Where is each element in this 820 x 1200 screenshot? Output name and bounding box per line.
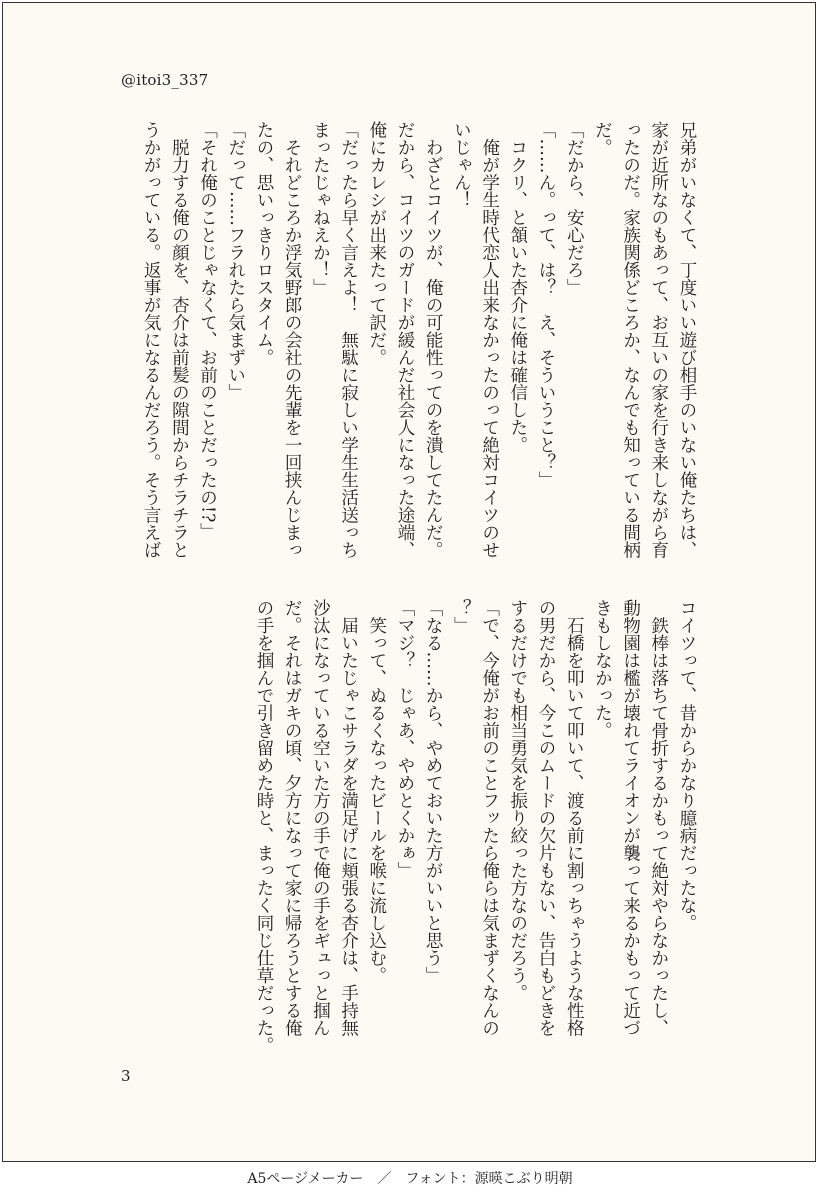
text-line: 「……ん。って、は？ え、そういうこと？」 xyxy=(535,121,556,489)
text-line: コイツって、昔からかなり臆病だったな。 xyxy=(677,599,697,932)
text-line: の手を掴んで引き留めた時と、まったく同じ仕草だった。 xyxy=(253,599,274,1054)
text-line: 兄弟がいなくて、丁度いい遊び相手のいない俺たちは、 xyxy=(677,121,697,559)
text-line: 動物園は檻が壊れてライオンが襲って来るかもって近づ xyxy=(620,599,641,1037)
text-line: たの、思いっきりロスタイム。 xyxy=(253,121,274,366)
text-line: 「だから、安心だろ」 xyxy=(564,121,585,296)
text-block-bottom xyxy=(250,599,701,1059)
text-line: 鉄棒は落ちて骨折するかもって絶対やらなかったし、 xyxy=(648,599,669,1037)
text-line: 俺が学生時代恋人出来なかったのって絶対コイツのせ xyxy=(479,121,500,559)
text-line: 「それ俺のことじゃなくて、お前のことだったの!?」 xyxy=(197,121,218,540)
footer-credit: A5ページメーカー ／ フォント：源暎こぶり明朝 xyxy=(0,1166,820,1200)
text-line: 「マジ？ じゃあ、やめとくかぁ」 xyxy=(394,599,415,879)
text-line: うかがっている。返事が気になるんだろう。そう言えば xyxy=(141,121,162,559)
text-line: 「で、今俺がお前のことフッたら俺らは気まずくなんの xyxy=(479,599,500,1037)
text-block-top xyxy=(137,121,701,591)
book-page xyxy=(2,2,816,1162)
text-line: ？」 xyxy=(451,599,472,634)
author-handle: @itoi3_337 xyxy=(121,71,209,89)
text-line: 届いたじゃこサラダを満足げに頬張る杏介は、手持無 xyxy=(338,599,359,1037)
text-line: の男だから、今このムードの欠片もない、告白もどきを xyxy=(535,599,556,1037)
text-line: きもしなかった。 xyxy=(592,599,613,739)
text-line: するだけでも相当勇気を振り絞った方なのだろう。 xyxy=(507,599,528,1002)
text-line: コクリ、と頷いた杏介に俺は確信した。 xyxy=(507,121,528,454)
text-line: 脱力する俺の顔を、杏介は前髪の隙間からチラチラと xyxy=(169,121,190,559)
text-line: まったじゃねえか！」 xyxy=(310,121,331,296)
text-line: だ。 xyxy=(592,121,613,156)
text-line: 沙汰になっている空いた方の手で俺の手をギュっと掴ん xyxy=(310,599,331,1037)
text-line: だ。それはガキの頃、夕方になって家に帰ろうとする俺 xyxy=(282,599,303,1037)
text-line: 「なる……から、やめておいた方がいいと思う」 xyxy=(423,599,444,984)
text-line: 「だったら早く言えよ！ 無駄に寂しい学生生活送っち xyxy=(338,121,359,559)
text-line: 俺にカレシが出来たって訳だ。 xyxy=(366,121,387,366)
text-line: いじゃん！ xyxy=(451,121,472,209)
text-line: 石橋を叩いて叩いて、渡る前に割っちゃうような性格 xyxy=(564,599,585,1037)
text-line: わざとコイツが、俺の可能性ってのを潰してたんだ。 xyxy=(423,121,444,559)
text-line: だから、コイツのガードが緩んだ社会人になった途端、 xyxy=(394,121,415,559)
page-number: 3 xyxy=(121,1067,131,1085)
text-line: 家が近所なのもあって、お互いの家を行き来しながら育 xyxy=(648,121,669,559)
text-line: 「だって……フラれたら気まずい」 xyxy=(225,121,246,401)
text-line: それどころか浮気野郎の会社の先輩を一回挟んじまっ xyxy=(282,121,303,559)
text-line: 笑って、ぬるくなったビールを喉に流し込む。 xyxy=(366,599,387,984)
text-line: ったのだ。家族関係どころか、なんでも知っている間柄 xyxy=(620,121,641,559)
